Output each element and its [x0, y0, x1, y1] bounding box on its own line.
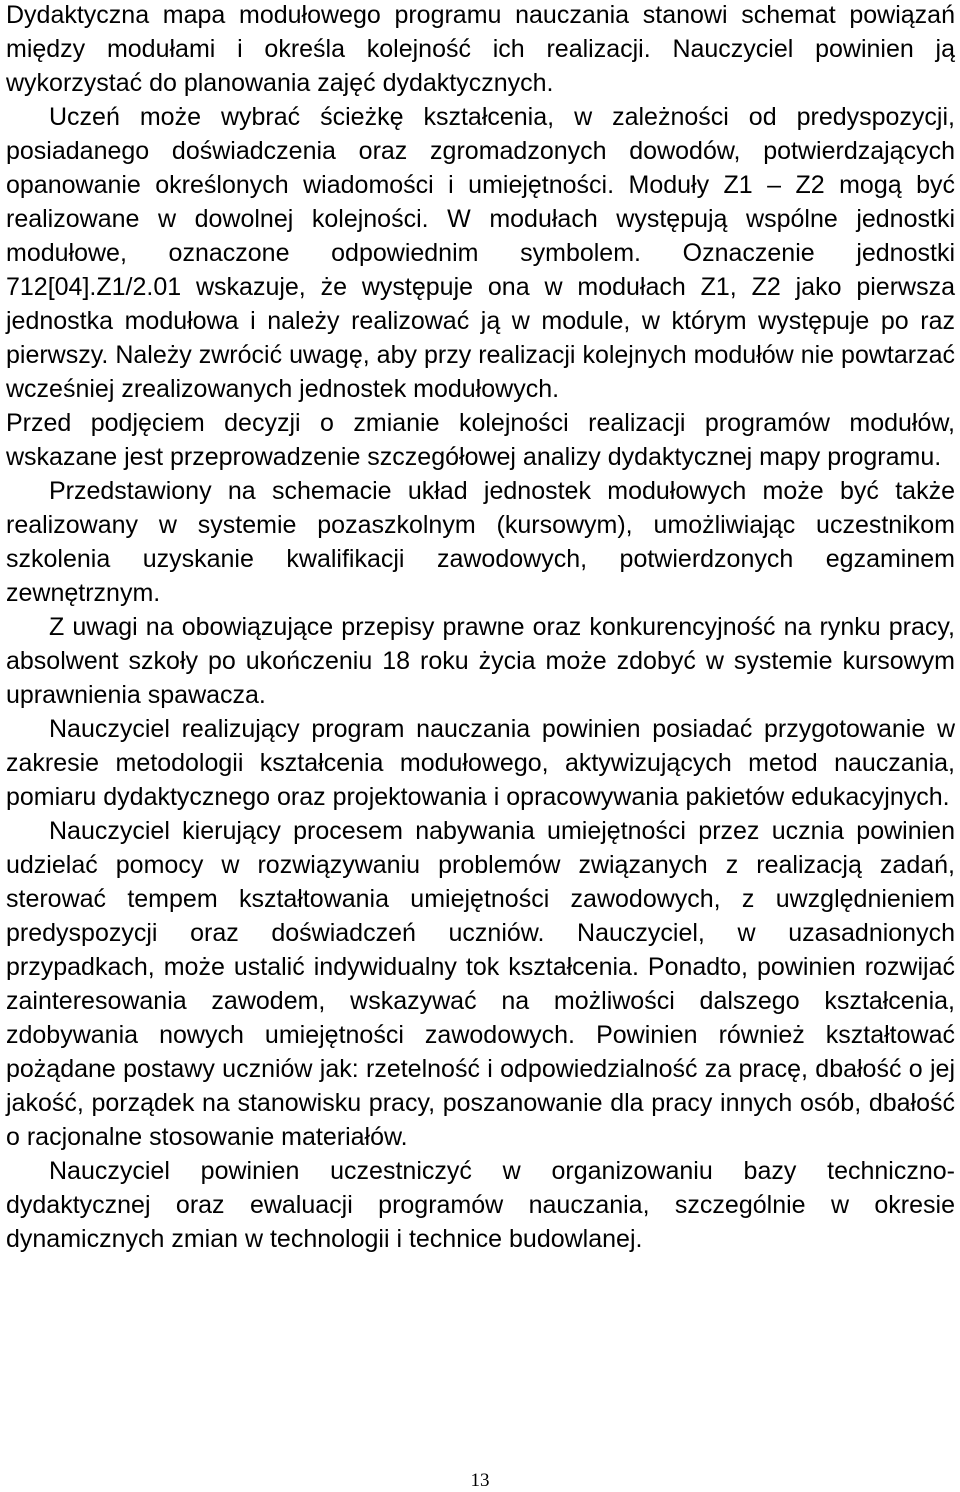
- paragraph-welder-license: Z uwagi na obowiązujące przepisy prawne oraz konkurencyjność na rynku pracy, absolwent szkoły po ukończeniu 18 roku życia może zdobyć w systemie kursowym uprawnienia spawacza.: [6, 613, 955, 709]
- paragraph-course-system: Przedstawiony na schemacie układ jednostek modułowych może być także realizowany w systemie pozaszkolnym (kursowym), umożliwiając uczestnikom szkolenia uzyskanie kwalifikacji zawodowych, potwierdzonych egzaminem zewnętrznym.: [6, 477, 955, 607]
- page-number: 13: [470, 1470, 490, 1491]
- paragraph-teacher-participation: Nauczyciel powinien uczestniczyć w organizowaniu bazy techniczno-dydaktycznej oraz ewaluacji programów nauczania, szczególnie w okresie dynamicznych zmian w technologii i technice budowlanej.: [6, 1157, 955, 1253]
- paragraph-teacher-role: Nauczyciel kierujący procesem nabywania umiejętności przez ucznia powinien udzielać pomocy w rozwiązywaniu problemów związanych z realizacją zadań, sterować tempem kształtowania umiejętności zawodowych, z uwzględnieniem predyspozycji oraz doświadczeń uczniów. Nauczyciel, w uzasadnionych przypadkach, może ustalić indywidualny tok kształcenia. Ponadto, powinien rozwijać zainteresowania zawodem, wskazywać na możliwości dalszego kształcenia, zdobywania nowych umiejętności zawodowych. Powinien również kształtować pożądane postawy uczniów jak: rzetelność i odpowiedzialność za pracę, dbałość o jej jakość, porządek na stanowisku pracy, poszanowanie dla pracy innych osób, dbałość o racjonalne stosowanie materiałów.: [6, 817, 955, 1151]
- paragraph-learning-path: Uczeń może wybrać ścieżkę kształcenia, w zależności od predyspozycji, posiadanego doświadczenia oraz zgromadzonych dowodów, potwierdzających opanowanie określonych wiadomości i umiejętności. Moduły Z1 – Z2 mogą być realizowane w dowolnej kolejności. W modułach występują wspólne jednostki modułowe, oznaczone odpowiednim symbolem. Oznaczenie jednostki 712[04].Z1/2.01 wskazuje, że występuje ona w modułach Z1, Z2 jako pierwsza jednostka modułowa i należy realizować ją w module, w którym występuje po raz pierwszy. Należy zwrócić uwagę, aby przy realizacji kolejnych modułów nie powtarzać wcześniej zrealizowanych jednostek modułowych.: [6, 103, 955, 403]
- paragraph-analysis-before-change: Przed podjęciem decyzji o zmianie kolejności realizacji programów modułów, wskazane jest przeprowadzenie szczegółowej analizy dydaktycznej mapy programu.: [6, 409, 955, 471]
- paragraph-map-description: Dydaktyczna mapa modułowego programu nauczania stanowi schemat powiązań między modułami i określa kolejność ich realizacji. Nauczyciel powinien ją wykorzystać do planowania zajęć dydaktycznych.: [6, 1, 955, 97]
- paragraph-teacher-qualifications: Nauczyciel realizujący program nauczania powinien posiadać przygotowanie w zakresie metodologii kształcenia modułowego, aktywizujących metod nauczania, pomiaru dydaktycznego oraz projektowania i opracowywania pakietów edukacyjnych.: [6, 715, 955, 811]
